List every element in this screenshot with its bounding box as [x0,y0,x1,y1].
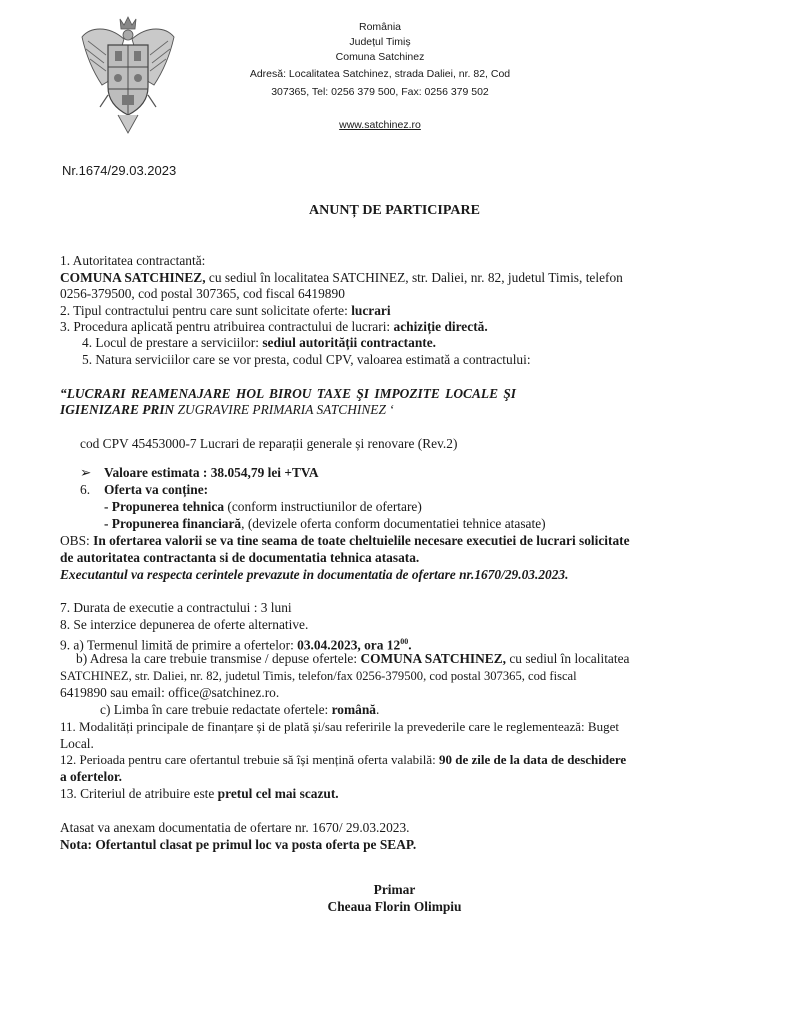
section-9b-line3: 6419890 sau email: office@satchinez.ro. [60,685,280,700]
section-13 [60,786,339,802]
estimated-value-text: Valoare estimata : 38.054,79 lei +TVA [104,465,319,480]
header-commune: Comuna Satchinez [335,51,425,63]
section-9c-text: c) Limba în care trebuie redactate ofertele: [100,702,332,717]
section-1-line1 [60,270,728,286]
section-12-value: 90 de zile de la data de deschidere [439,752,627,767]
deadline-minutes: 00 [400,637,409,646]
section-12-line2: a ofertelor. [60,769,122,784]
technical-proposal [104,499,422,515]
document-number: Nr.1674/29.03.2023 [62,163,177,178]
obs-line3: Executantul va respecta cerintele prevazute in documentatia de ofertare nr.1670/29.03.2023. [60,567,569,582]
section-9c [100,702,379,718]
financial-proposal-label: - Propunerea financiară [104,516,242,531]
language-value: română [331,702,376,717]
technical-proposal-label: - Propunerea tehnica [104,499,225,514]
signature-name: Cheaua Florin Olimpiu [327,899,462,914]
cpv-code: cod CPV 45453000-7 Lucrari de reparații generale și renovare (Rev.2) [80,436,458,451]
section-9a-text: 9. a) Termenul limită de primire a ofertelor: [60,637,298,653]
obs-text-1: In ofertarea valorii se va tine seama de toate cheltuielile necesare executiei de lucrari solicitate [93,533,630,548]
section-9b-line1 [76,651,629,667]
header-county: Județul Timiș [349,36,411,48]
section-1-line2: 0256-379500, cod postal 307365, cod fiscal 6419890 [60,286,345,301]
obs-label: OBS: [60,533,94,548]
technical-proposal-note: (conform instructiunilor de ofertare) [224,499,422,514]
section-4-text: 4. Locul de prestare a serviciilor: [82,335,263,350]
section-7: 7. Durata de executie a contractului : 3 luni [60,600,292,615]
contracting-authority-name: COMUNA SATCHINEZ, [60,270,206,285]
section-9b-text: b) Adresa la care trebuie transmise / depuse ofertele: [76,651,361,666]
estimated-value [80,465,319,481]
section-6-title: Oferta va conține: [104,482,209,497]
seap-note: Nota: Ofertantul clasat pe primul loc va posta oferta pe SEAP. [60,837,417,852]
section-2-text: 2. Tipul contractului pentru care sunt solicitate oferte: [60,303,352,318]
project-title-rest: ZUGRAVIRE PRIMARIA SATCHINEZ ‘ [174,402,394,417]
section-1-rest: cu sediul în localitatea SATCHINEZ, str. Daliei, nr. 82, judetul Timis, telefon [205,270,623,285]
coat-of-arms-icon [78,15,178,135]
financial-proposal-note: , (devizele oferta conform documentatiei tehnice atasate) [241,516,546,531]
deadline-end: . [408,637,412,653]
section-2 [60,303,391,319]
section-4-value: sediul autorității contractante. [262,335,437,350]
arrow-bullet-icon: ➢ [80,465,92,480]
page-title: ANUNȚ DE PARTICIPARE [309,203,480,218]
section-3-text: 3. Procedura aplicată pentru atribuirea contractului de lucrari: [60,319,394,334]
section-9c-end: . [375,702,380,717]
section-12-line1 [60,752,626,768]
section-4 [82,335,436,351]
section-3-value: achiziție directă. [393,319,488,334]
section-12-text: 12. Perioada pentru care ofertantul trebuie să își mențină oferta valabilă: [60,752,440,767]
section-9b-name: COMUNA SATCHINEZ, [360,651,507,666]
header-address-line2: 307365, Tel: 0256 379 500, Fax: 0256 379 502 [271,86,489,98]
header-address-line1: Adresă: Localitatea Satchinez, strada Daliei, nr. 82, Cod [249,68,511,80]
section-6 [80,482,208,498]
header-country: România [358,21,402,33]
section-5: 5. Natura serviciilor care se vor presta, codul CPV, valoarea estimată a contractului: [82,352,531,367]
deadline-value: 03.04.2023, ora 12 [297,637,401,653]
section-2-value: lucrari [351,303,391,318]
section-9b-rest: cu sediul în localitatea [506,651,630,666]
section-3 [60,319,488,335]
obs-line1 [60,533,630,549]
website-link[interactable]: www.satchinez.ro [339,119,421,131]
attached-documentation: Atasat va anexam documentatia de ofertare nr. 1670/ 29.03.2023. [60,820,410,835]
financial-proposal [104,516,546,532]
section-11-line1: 11. Modalități principale de finanțare și de plată și/sau referirile la prevederile care le reglementează: Buget [60,719,619,734]
section-1-label: 1. Autoritatea contractantă: [60,253,206,268]
project-title-bold: IGIENIZARE PRIN [60,402,175,417]
signature-role: Primar [373,882,416,897]
section-6-number: 6. [80,482,91,497]
section-13-value: pretul cel mai scazut. [217,786,339,801]
section-9b-line2: SATCHINEZ, str. Daliei, nr. 82, judetul Timis, telefon/fax 0256-379500, cod postal 307365, cod fiscal [60,669,577,683]
section-13-text: 13. Criteriul de atribuire este [60,786,218,801]
obs-line2: de autoritatea contractanta si de documentatia tehnica atasata. [60,550,420,565]
section-8: 8. Se interzice depunerea de oferte alternative. [60,617,309,632]
section-11-line2: Local. [60,736,94,751]
project-title-line1: “LUCRARI REAMENAJARE HOL BIROU TAXE ŞI IMPOZITE LOCALE ŞI [60,386,517,401]
project-title-line2 [60,402,394,418]
